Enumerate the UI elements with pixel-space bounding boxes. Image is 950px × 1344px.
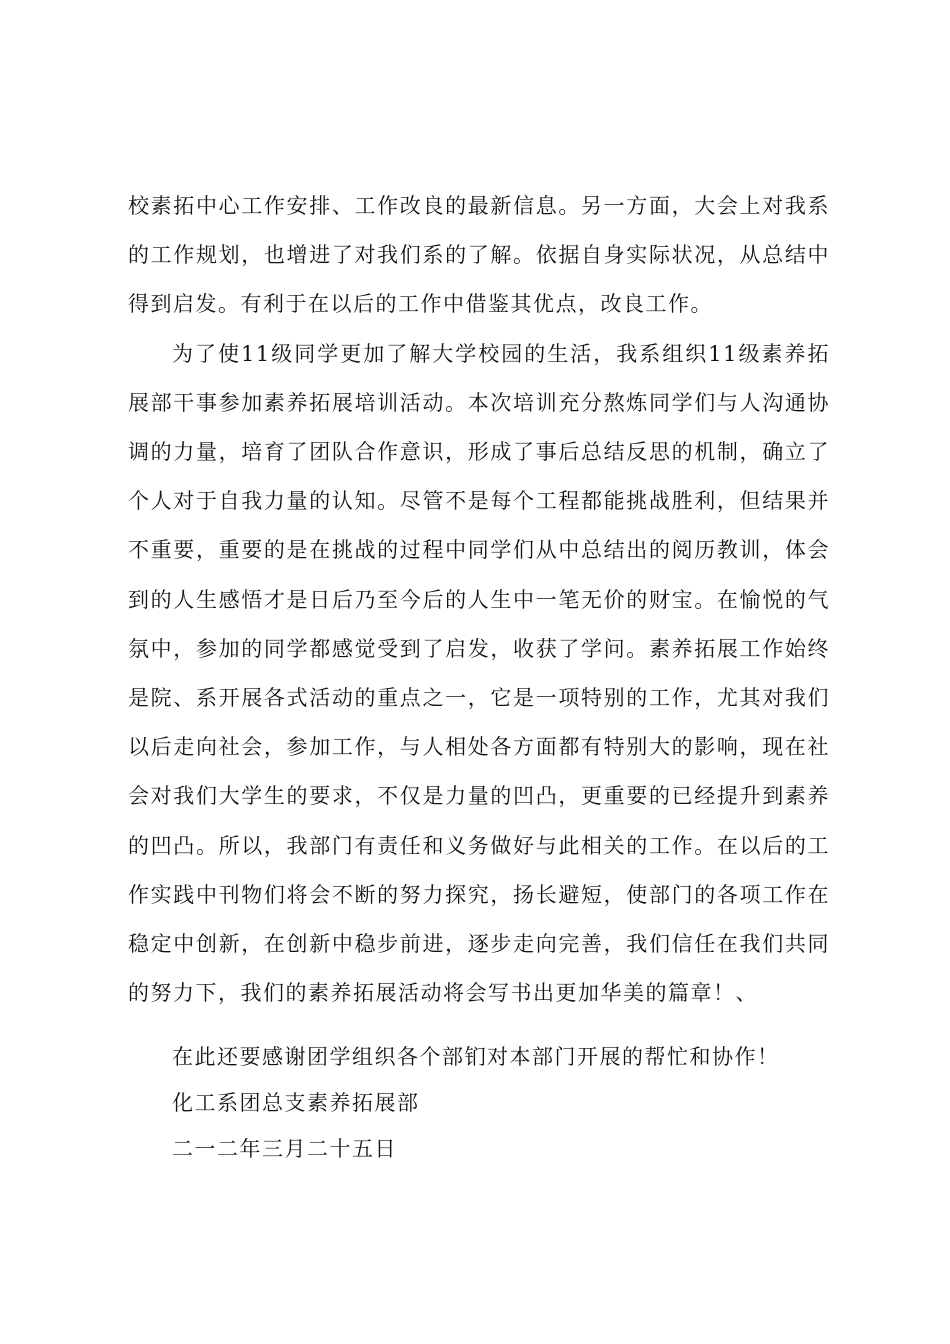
paragraph-continuation: 校素拓中心工作安排、工作改良的最新信息。另一方面，大会上对我系的工作规划，也增进了对我们系的了解。依据自身实际状况，从总结中得到启发。有利于在以后的工作中借鉴其优点，改良工作。 <box>128 194 830 317</box>
date-line: 二一二年三月二十五日 <box>172 1137 397 1161</box>
thanks-line: 在此还要感谢团学组织各个部钔对本部门开展的帮忙和协作！ <box>172 1045 780 1069</box>
document-body <box>128 182 830 1018</box>
paragraph-training: 为了使11级同学更加了解大学校园的生活，我系组织11级素养拓展部干事参加素养拓展培训活动。本次培训充分熬炼同学们与人沟通协调的力量，培育了团队合作意识，形成了事后总结反思的机制，确立了个人对于自我力量的认知。尽管不是每个工程都能挑战胜利，但结果并不重要，重要的是在挑战的过程中同学们从中总结出的阅历教训，体会到的人生感悟才是日后乃至今后的人生中一笔无价的财宝。在愉悦的气氛中，参加的同学都感觉受到了启发，收获了学问。素养拓展工作始终是院、系开展各式活动的重点之一，它是一项特别的工作，尤其对我们以后走向社会，参加工作，与人相处各方面都有特别大的影响，现在社会对我们大学生的要求，不仅是力量的凹凸，更重要的已经提升到素养的凹凸。所以，我部门有责任和义务做好与此相关的工作。在以后的工作实践中刊物们将会不断的努力探究，扬长避短，使部门的各项工作在稳定中创新，在创新中稳步前进，逐步走向完善，我们信任在我们共同的努力下，我们的素养拓展活动将会写书出更加华美的篇章！、 <box>128 341 830 1006</box>
closing-block <box>172 1034 780 1172</box>
signature-line: 化工系团总支素养拓展部 <box>172 1091 420 1115</box>
